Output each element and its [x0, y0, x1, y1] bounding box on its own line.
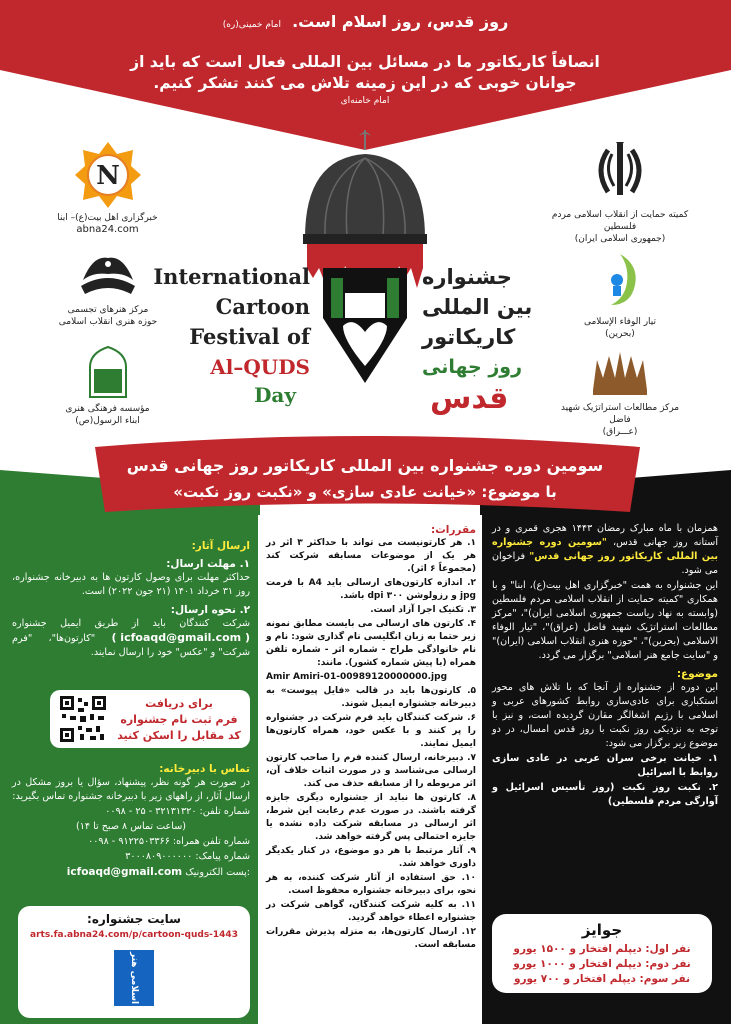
prizes-title: جوایز	[581, 921, 623, 939]
title-en-line1: International	[153, 264, 310, 289]
fadhel-center-icon	[589, 348, 651, 398]
abnaa-rasool-icon	[78, 345, 138, 400]
dome-pencil-illustration	[295, 128, 435, 388]
tayyar-caption2: (بحرین)	[605, 329, 635, 339]
topic-headline: با موضوع: «خیانت عادی سازی» و «نکبت روز نکبت»	[173, 483, 557, 501]
rule-5: ۵. کارتون‌ها باید در قالب «فایل پیوست» به دبیرخانه جشنواره ایمیل شوند.	[266, 686, 476, 709]
contact-phone: شماره تلفن: ۳۲۱۳۱۳۲۰ - ۲۵ - ۰۰۹۸	[105, 806, 250, 817]
website-box	[18, 906, 250, 1018]
fadhel-logo-block	[550, 348, 690, 438]
topic-title: موضوع:	[676, 668, 718, 680]
site-title: سایت جشنواره:	[87, 912, 181, 926]
hozeh-caption1: مرکز هنرهای تجسمی	[67, 305, 149, 315]
deadline-text: حداکثر مهلت برای وصول کارتون ها به دبیرخانه جشنواره، روز ۳۱ خرداد ۱۴۰۱ (۲۱ جون ۲۰۲۲) است.	[12, 572, 250, 597]
submission-column	[12, 535, 250, 661]
send-title: ارسال آثار:	[191, 540, 250, 552]
main-headline: سومین دوره جشنواره بین المللی کاریکاتور روز جهانی قدس	[126, 456, 604, 475]
khomeini-quote	[0, 12, 731, 31]
rule-7: ۷. دبیرخانه، ارسال کننده فرم را صاحب کارتون ارسالی می‌شناسد و در صورت اثبات خلاف آن، اثر مربوطه را از مسابقه حذف می کند.	[266, 753, 476, 789]
intro-paragraph	[492, 522, 718, 578]
quote2-line2: جوانان خوبی که در این زمینه تلاش می کنند تشکر کنیم.	[153, 74, 577, 92]
method-paragraph	[12, 617, 250, 660]
qr-code-icon[interactable]	[58, 694, 108, 744]
title-fa-rooz: روز جهانی	[422, 356, 523, 378]
registration-text	[112, 696, 246, 744]
title-en-quds: Al–QUDS	[210, 355, 310, 379]
svg-text:N: N	[95, 161, 120, 191]
festival-title-en	[150, 262, 310, 408]
rule-3: ۳. تکنیک اجرا آزاد است.	[370, 605, 476, 615]
abna-caption: خبرگزاری اهل بیت(ع)– ابنا	[57, 213, 158, 223]
quote2-line1: انصافاً کاریکاتور ما در مسائل بین المللی فعال است که باید از	[130, 53, 600, 71]
contact-email[interactable]: icfoaqd@gmail.com	[66, 866, 183, 878]
rules-column	[266, 520, 476, 953]
abnaa-logo-block	[55, 345, 160, 427]
reg-line2: فرم ثبت نام جشنواره	[120, 713, 238, 726]
prize-first: نفر اول: دیپلم افتخار و ۱۵۰۰ یورو	[513, 943, 691, 955]
method-email[interactable]: ( icfoaqd@gmail.com )	[111, 631, 250, 644]
rules-title: مقررات:	[431, 524, 476, 536]
festival-title-fa	[422, 262, 542, 416]
quote2-attribution: امام خامنه‌ای	[340, 96, 390, 106]
hozeh-caption2: حوزه هنری انقلاب اسلامی	[58, 317, 158, 327]
contact-hours: (ساعت تماس ۸ صبح تا ۱۴)	[75, 821, 186, 832]
intro-column	[492, 522, 718, 810]
prize-third: نفر سوم: دیپلم افتخار و ۷۰۰ یورو	[513, 973, 691, 985]
rule-4: ۴. کارتون های ارسالی می بایست مطابق نمونه زیر حتما به زبان انگلیسی نام گذاری شود: نام و نام خانوادگی طراح - شماره اثر - شماره تلفن همراه (با پیش شماره کشور). مانند:	[266, 619, 476, 668]
intro-highlight: "سومین دوره جشنواره بین المللی کاریکاتور روز جهانی قدس"	[492, 537, 718, 562]
topic-item-1: ۱. خیانت برخی سران عربی در عادی سازی روابط با اسرائیل	[492, 753, 718, 778]
fadhel-caption1: مرکز مطالعات استراتژیک شهید فاضل	[560, 403, 680, 425]
method-text: شرکت کنندگان باید از طریق ایمیل جشنواره	[12, 618, 250, 629]
khamenei-quote	[110, 52, 620, 94]
title-en-line2: Cartoon	[215, 294, 310, 319]
contact-text: در صورت هر گونه نظر، پیشنهاد، سؤال یا بروز مشکل در ارسال آثار، از راههای زیر با دبیرخانه جشنواره تماس بگیرید:	[12, 777, 250, 802]
abnaa-caption1: مؤسسه فرهنگی هنری	[65, 404, 150, 414]
contact-title: تماس با دبیرخانه:	[159, 763, 250, 775]
reg-line1: برای دریافت	[145, 697, 213, 710]
site-url[interactable]: arts.fa.abna24.com/p/cartoon-quds-1443	[30, 930, 238, 940]
method-title: ۲. نحوه ارسال:	[170, 604, 250, 616]
rule-6: ۶. شرکت کنندگان باید فرم شرکت در جشنواره را پر کنند و با عکس خود، همراه کارتون‌ها ایمیل نمایند.	[266, 713, 476, 749]
rule-12: ۱۲. ارسال کارتون‌ها، به منزله پذیرش مقررات مسابقه است.	[266, 927, 476, 950]
topic-paragraph: این دوره از جشنواره از آنجا که با تلاش های محور استکباری برای عادی‌سازی روابط کشورهای عربی و اسلامی با رژیم اشغالگر مقارن گردیده است، و نیز با توجه به نزدیکی روز نکبت با روز قدس امسال، در دو موضوع زیر برگزار می شود:	[492, 682, 718, 749]
contact-email-line	[12, 865, 250, 880]
iran-committee-caption2: (جمهوری اسلامی ایران)	[574, 234, 666, 244]
abnaa-caption2: ابناء الرسول(ص)	[75, 416, 140, 426]
rule-8: ۸. کارتون ها نباید از جشنواره دیگری جایزه گرفته باشند. در صورت عدم رعایت این شرط، اثر ارسالی در مسابقه شرکت داده نشده یا جایزه احتمالی پس گرفته خواهد شد.	[266, 793, 476, 842]
rule-4-example: Amir Amiri-01-00989120000000.jpg	[266, 672, 448, 682]
title-fa-line2: بین المللی	[422, 295, 533, 319]
prize-second: نفر دوم: دیپلم افتخار و ۱۰۰۰ یورو	[513, 958, 691, 970]
tayyar-caption1: تیار الوفاء الإسلامی	[583, 317, 657, 327]
tayyar-alwafa-icon	[597, 250, 643, 310]
registration-box	[50, 690, 250, 748]
title-fa-quds: قدس	[430, 381, 509, 416]
quote1-text: روز قدس، روز اسلام است.	[292, 12, 509, 31]
title-en-day: Day	[254, 383, 296, 407]
title-en-line3: Festival of	[189, 324, 310, 349]
iran-committee-caption1: کمیته حمایت از انقلاب اسلامی مردم فلسطین	[551, 210, 689, 232]
islamic-art-logo-text: اسلامی هنر	[129, 951, 139, 1005]
intro-text: همزمان با ماه مبارک رمضان ۱۴۴۳ هجری قمری و در آستانه روز جهانی قدس،	[492, 523, 718, 548]
deadline-title: ۱. مهلت ارسال:	[166, 558, 250, 570]
contact-sms: شماره پیامک: ۳۰۰۰۸۰۹۰۰۰۰۰۰	[125, 851, 250, 862]
fadhel-caption2: (عـــراق)	[602, 427, 638, 437]
prizes-box	[492, 914, 712, 993]
contact-column	[12, 758, 250, 881]
rule-11: ۱۱. به کلیه شرکت کنندگان، گواهی شرکت در جشنواره اعطاء خواهد گردید.	[266, 900, 476, 923]
contact-mobile: شماره تلفن همراه: ۹۱۲۲۵۰۳۳۶۶ - ۰۰۹۸	[88, 836, 250, 847]
title-fa-line3: کاریکاتور	[422, 325, 516, 349]
abna-url: abna24.com	[76, 224, 139, 235]
quote1-attribution: امام خمینی(ره)	[222, 20, 281, 30]
intro-end: فراخوان می شود.	[492, 551, 718, 576]
abna-n-icon	[73, 140, 143, 210]
rule-1: ۱. هر کارتونیست می تواند با حداکثر ۳ اثر در هر یک از موضوعات مسابقه شرکت کند (مجموعاً ۶ اثر).	[266, 538, 476, 574]
abna-logo-block	[55, 140, 160, 236]
reg-line3: کد مقابل را اسکن کنید	[117, 729, 241, 742]
iran-emblem-icon	[590, 140, 650, 205]
rule-2: ۲. اندازه کارتون‌های ارسالی باید A4 با فرمت jpg و رزولوشن ۳۰۰ dpi باشد.	[266, 578, 476, 601]
contact-email-label: :پست الکترونیک	[185, 867, 250, 878]
hozeh-honari-icon	[73, 250, 143, 300]
tayyar-logo-block	[575, 250, 665, 340]
islamic-art-logo	[114, 950, 154, 1006]
rule-9: ۹. آثار مرتبط با هر دو موضوع، در کنار یکدیگر داوری خواهد شد.	[266, 846, 476, 869]
organizers-paragraph: این جشنواره به همت "خبرگزاری اهل بیت(ع)، ابنا" و با همکاری "کمیته حمایت از انقلاب اسلامی مردم فلسطین (وابسته به نهاد ریاست جمهوری اسلامی ایران)"، "مرکز مطالعات استراتژیک شهید فاضل (عراق)"، "تیار الوفاء الاسلامی (بحرین)"، "حوزه هنری انقلاب اسلامی (ایران)" و "سایت جامع هنر اسلامی" برگزار می گردد.	[492, 580, 718, 661]
topic-item-2: ۲. نکبت روز نکبت (روز تأسیس اسرائیل و آوارگی مردم فلسطین)	[492, 782, 718, 807]
iran-committee-logo-block	[545, 140, 695, 245]
method-text2: "کارتون‌ها"، "فرم شرکت" و "عکس" خود را ارسال نمایند.	[12, 633, 250, 658]
title-fa-line1: جشنواره	[422, 265, 512, 289]
rule-10: ۱۰. حق استفاده از آثار شرکت کننده، به هر نحو، برای دبیرخانه جشنواره محفوظ است.	[266, 873, 476, 896]
